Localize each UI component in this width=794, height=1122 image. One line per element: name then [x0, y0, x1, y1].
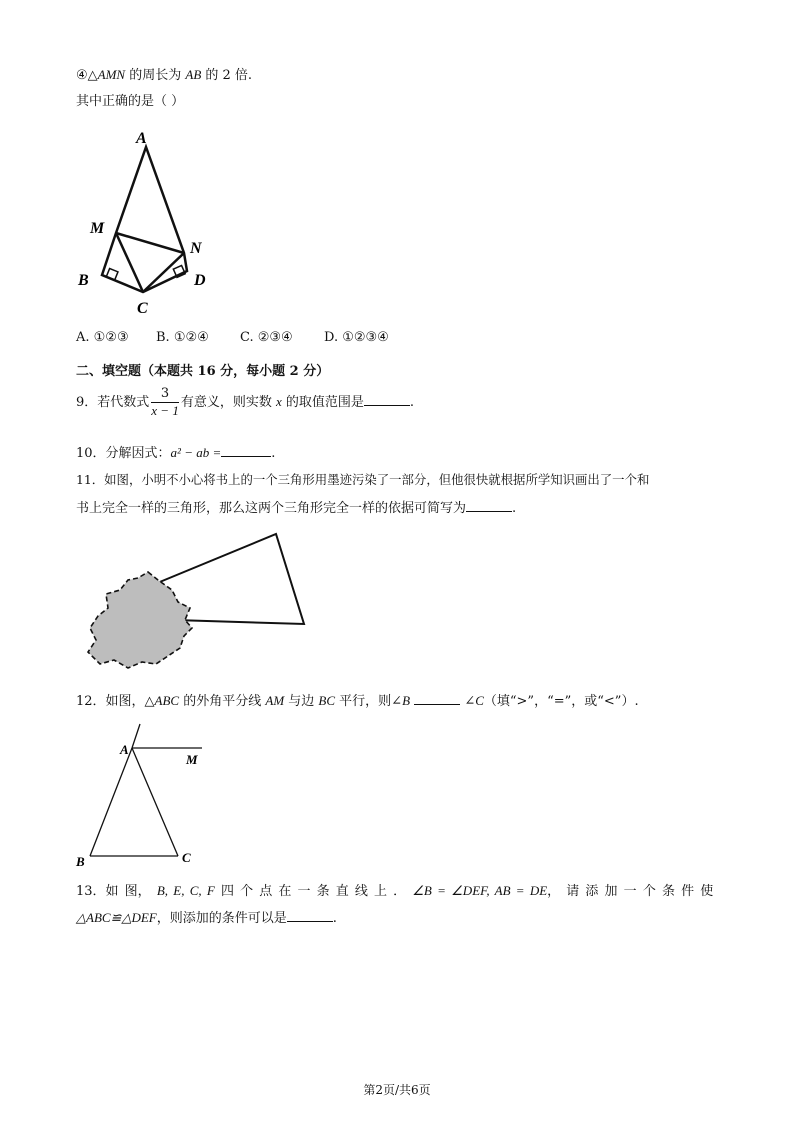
q8-label-m: M — [90, 220, 105, 237]
q12-answer-blank[interactable] — [414, 692, 460, 705]
q8-segment-nc — [143, 253, 184, 292]
q13-prefix: 13．如 图， — [76, 884, 157, 899]
q9-middle: 有意义，则实数 — [180, 395, 272, 410]
q10 — [76, 442, 275, 461]
q8-option-d: D. ①②③④ — [324, 330, 389, 345]
q10-answer-blank[interactable] — [221, 444, 271, 457]
q9-suffix: 的取值范围是 — [285, 395, 364, 410]
q12-var-am: AM — [265, 693, 285, 708]
q11-line-2 — [76, 497, 516, 516]
q11-line-2-text: 书上完全一样的三角形，那么这两个三角形完全一样的依据可简写为 — [76, 501, 467, 516]
q8-stmt4-var2: AB — [185, 67, 202, 82]
q12-label-a: A — [120, 742, 129, 757]
q10-end: . — [271, 446, 276, 461]
q8-label-n: N — [190, 240, 202, 257]
q11-line-1: 11．如图，小明不小心将书上的一个三角形用墨迹污染了一部分，但他很快就根据所学知识画出了一个和 — [76, 472, 650, 487]
q12-mid-2: 与边 — [284, 694, 319, 709]
q12-side-ab — [90, 748, 132, 856]
q9-denominator: x − 1 — [151, 403, 179, 418]
q13-answer-blank[interactable] — [287, 909, 333, 922]
q13-points: B, E, C, F — [156, 883, 215, 898]
q12-label-c: C — [182, 850, 191, 865]
q9 — [76, 386, 414, 419]
q12-label-b: B — [76, 854, 85, 869]
q12-mid-1: 的外角平分线 — [179, 694, 266, 709]
q8-label-a: A — [136, 130, 147, 147]
q8-stmt4-prefix: ④△ — [76, 68, 98, 83]
q11-answer-blank[interactable] — [466, 499, 512, 512]
q8-label-c: C — [137, 300, 148, 317]
q13-line-2 — [76, 907, 337, 926]
q9-fraction — [151, 386, 179, 419]
q12-mid-3: 平行，则∠ — [335, 694, 403, 709]
q13-mid-1: 四 个 点 在 一 条 直 线 上 ． — [214, 884, 413, 899]
q12-label-m: M — [186, 752, 198, 767]
q13-congruence: △ABC≌△DEF — [76, 910, 157, 925]
q8-option-b: B. ①②④ — [156, 330, 209, 345]
q9-end: . — [409, 395, 415, 410]
q12-var-b: B — [402, 693, 411, 708]
page-number: 第2页/共6页 — [363, 1083, 431, 1097]
q8-statement-4 — [76, 64, 252, 83]
q8-stmt4-var1: AMN — [97, 67, 126, 82]
q8-option-a: A. ①②③ — [76, 330, 129, 345]
q8-question: 其中正确的是（ ） — [76, 94, 185, 109]
q12-var-abc: ABC — [154, 693, 180, 708]
q9-var: x — [275, 394, 282, 409]
q8-label-b: B — [78, 272, 89, 289]
q12-figure — [70, 712, 220, 872]
q10-prefix: 10．分解因式： — [76, 446, 171, 461]
section-heading: 二、填空题（本题共 16 分，每小题 2 分） — [76, 364, 330, 379]
q12-var-c: C — [475, 693, 484, 708]
q10-expr: a² − ab = — [170, 445, 222, 460]
q8-label-d: D — [194, 272, 206, 289]
q12-prefix: 12．如图，△ — [76, 694, 155, 709]
q8-figure — [70, 125, 230, 325]
q11-ink-blot — [88, 572, 192, 668]
q11-figure — [80, 528, 320, 673]
q9-answer-blank[interactable] — [364, 393, 410, 406]
q12-suffix: （填“>”，“=”，或“<”）. — [483, 694, 639, 709]
q9-prefix: 9．若代数式 — [76, 395, 150, 410]
q12-mid-4: ∠ — [464, 694, 476, 709]
q13-end: . — [332, 911, 337, 926]
q12-side-ac — [132, 748, 178, 856]
q9-numerator: 3 — [151, 386, 179, 403]
q13-condition: ∠B = ∠DEF, AB = DE — [412, 883, 548, 898]
q8-segment-mn — [116, 233, 184, 253]
q8-stmt4-mid: 的周长为 — [125, 68, 186, 83]
q12-extension-ba — [132, 724, 140, 748]
q13-line-1 — [76, 880, 713, 899]
q8-option-c: C. ②③④ — [240, 330, 293, 345]
q13-suffix: ，则添加的条件可以是 — [156, 911, 287, 926]
q13-mid-2: ， 请 添 加 一 个 条 件 使 — [547, 884, 714, 899]
q11-end: . — [512, 501, 517, 516]
q8-stmt4-suffix: 的 2 倍. — [201, 68, 253, 83]
q12-var-bc: BC — [318, 693, 336, 708]
q12 — [76, 690, 639, 709]
